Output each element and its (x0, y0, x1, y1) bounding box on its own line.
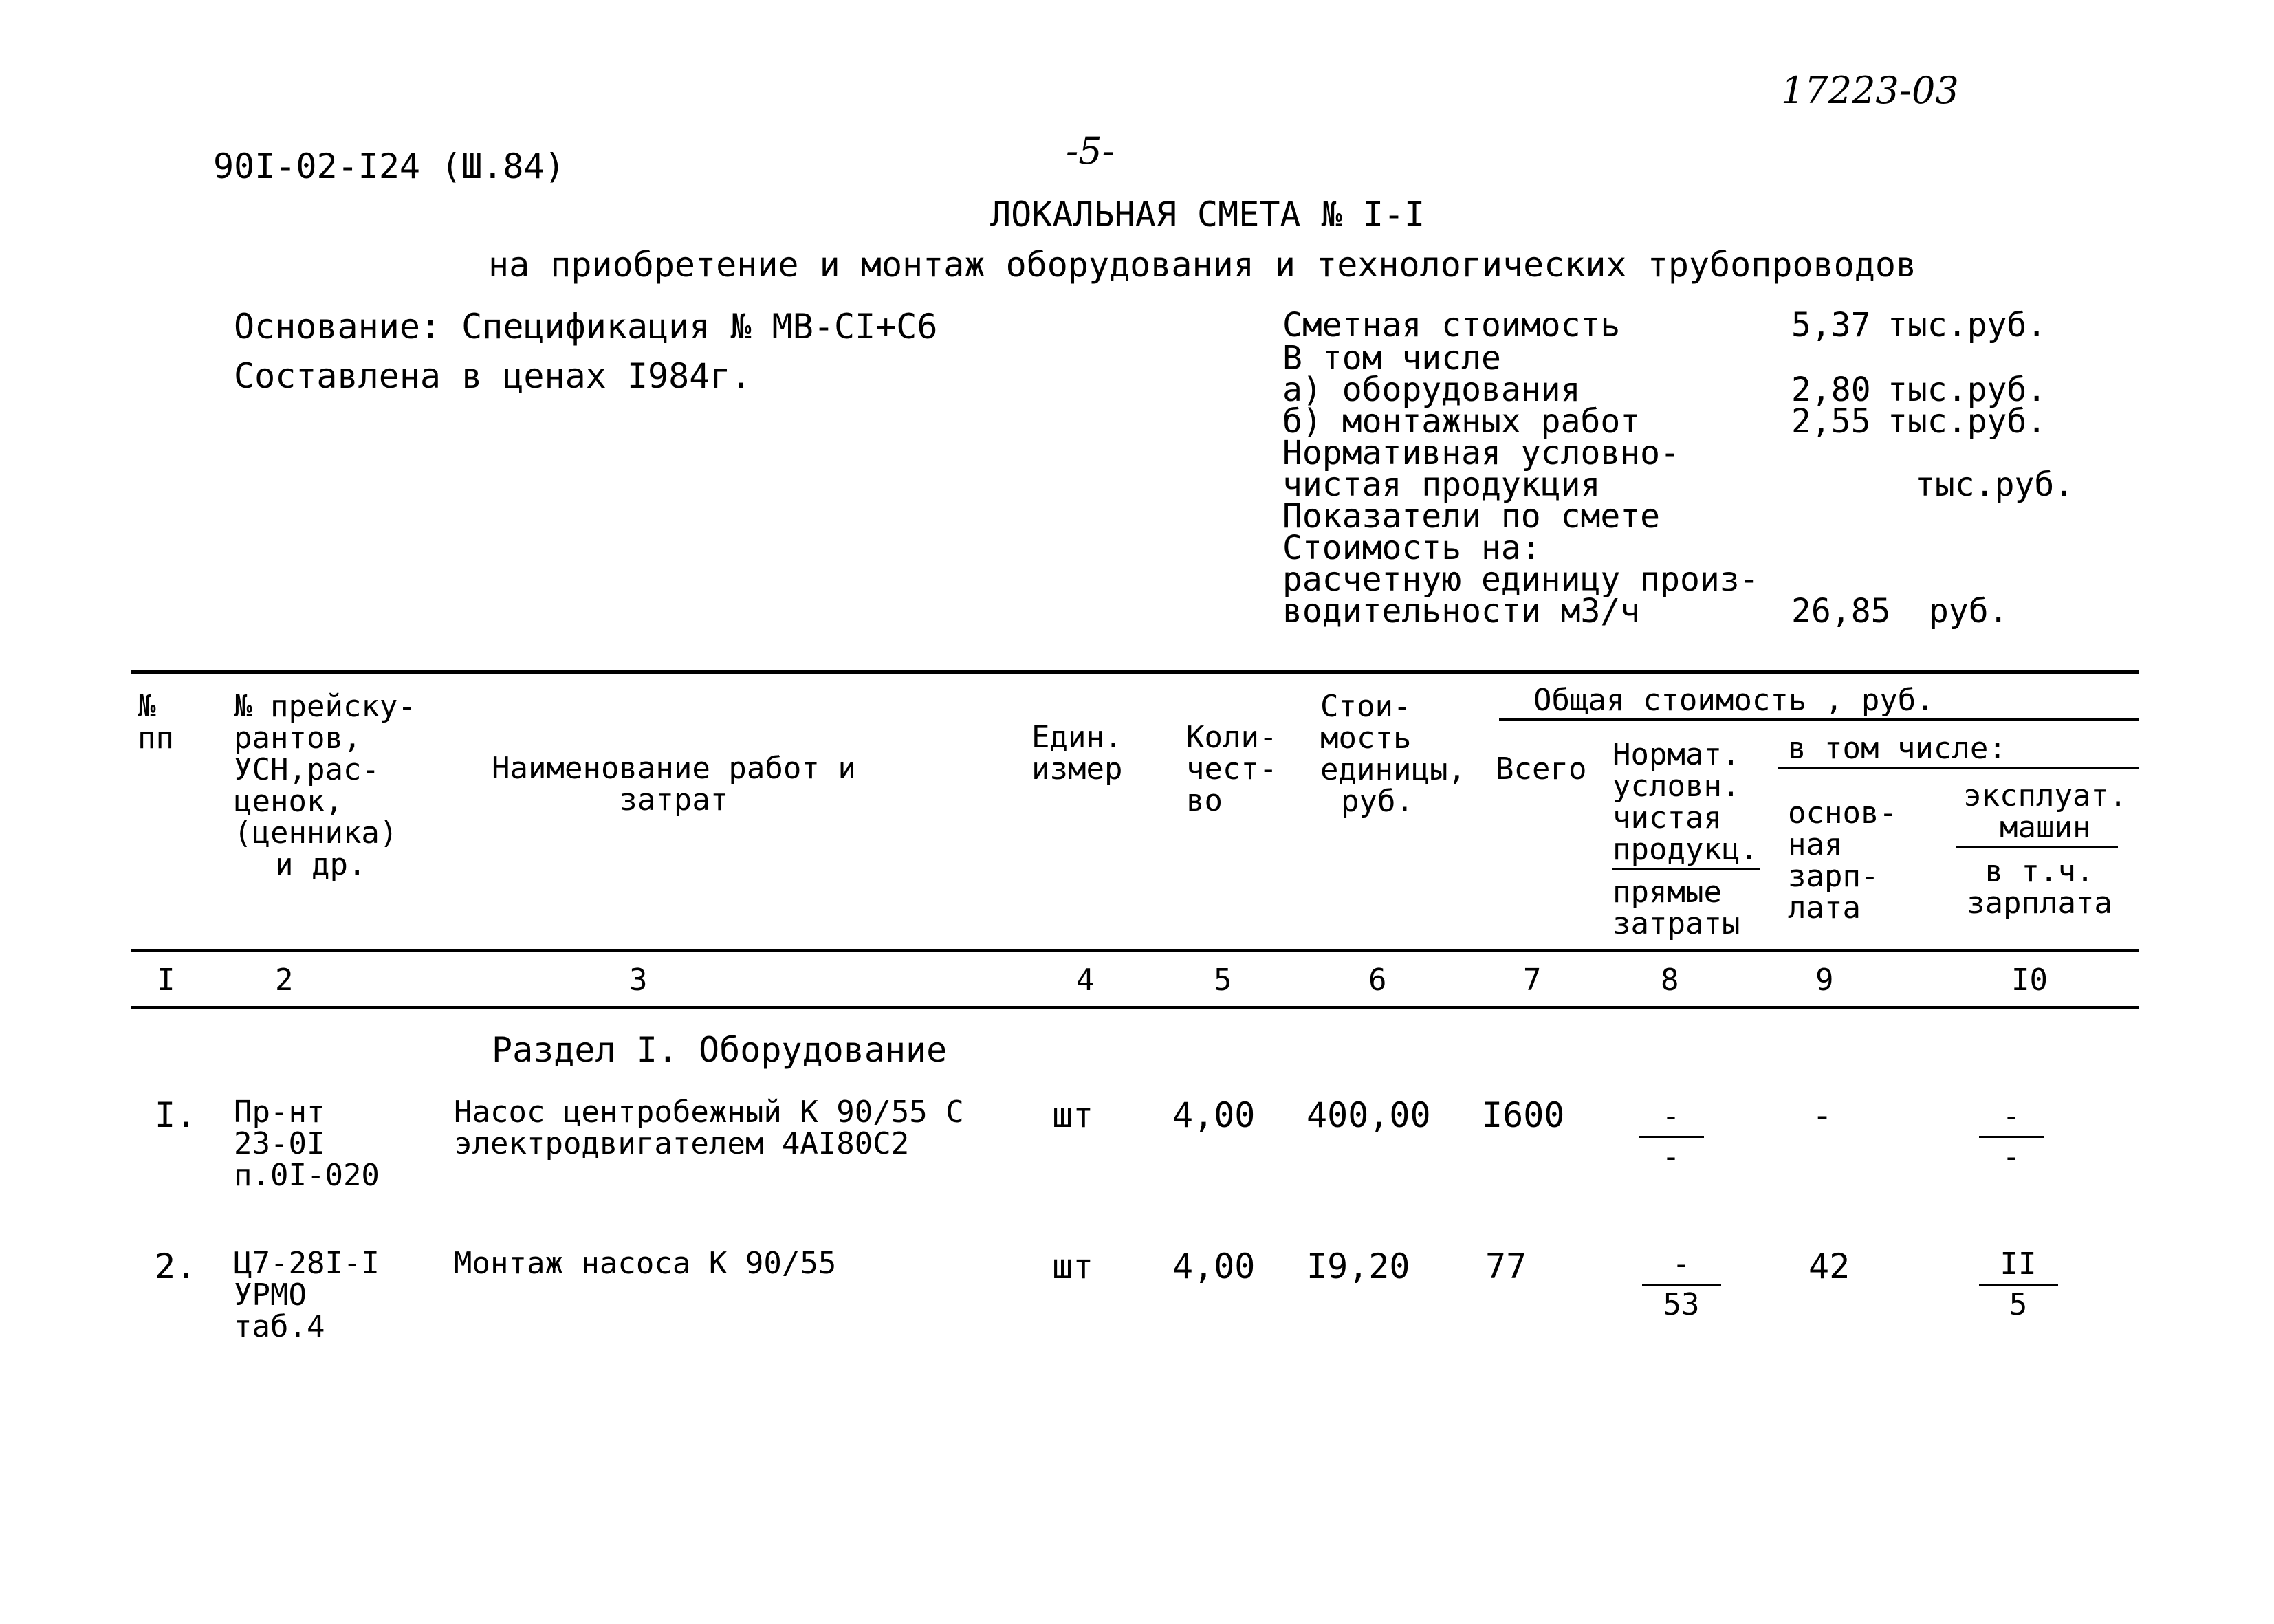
page-number: -5- (1066, 129, 1115, 173)
col-number-1: I (157, 963, 175, 998)
header-col-1: № пп (138, 689, 174, 756)
document-subtitle: на приобретение и монтаж оборудования и технологических трубопроводов (488, 245, 1917, 285)
header-col-10-bottom: в т.ч. зарплата (1967, 854, 2112, 921)
cost-line-label: Нормативная условно- (1282, 434, 1680, 472)
header-incl-group: в том числе: (1788, 731, 2007, 766)
row-1-code: Пр-нт 23-0I п.0I-020 (234, 1095, 380, 1193)
row-1-qty: 4,00 (1172, 1095, 1256, 1135)
cost-line (1282, 402, 2108, 441)
cost-line-value: 26,85 (1791, 592, 1891, 630)
row-1-unit: шт (1052, 1095, 1094, 1135)
row-2-c8: - 53 (1637, 1248, 1726, 1321)
cost-line-label: расчетную единицу произ- (1282, 560, 1760, 599)
col-number-5: 5 (1214, 963, 1232, 998)
cost-line (1282, 529, 2108, 567)
header-col-4: Един. измер (1031, 720, 1123, 787)
cost-line-label: водительности м3/ч (1282, 592, 1641, 630)
col-number-6: 6 (1368, 963, 1387, 998)
cost-line-label: Стоимость на: (1282, 529, 1541, 567)
row-1-total: I600 (1482, 1095, 1565, 1135)
project-code: 90I-02-I24 (Ш.84) (213, 146, 565, 186)
col-numbers-rule (131, 1006, 2139, 1009)
col-number-2: 2 (275, 963, 294, 998)
table-top-rule (131, 670, 2139, 674)
cost-line (1282, 465, 2108, 504)
cost-line (1282, 371, 2108, 409)
cost-line-label: а) оборудования (1282, 371, 1581, 409)
cost-line (1282, 306, 2108, 344)
cost-line-value: 2,55 (1791, 402, 1871, 441)
cost-line-unit: тыс.руб. (1888, 371, 2047, 409)
incl-group-rule (1778, 767, 2139, 769)
row-2-num: 2. (155, 1247, 197, 1286)
basis-specification: Основание: Спецификация № МВ-СI+С6 (234, 307, 938, 347)
cost-line-label: В том числе (1282, 339, 1501, 377)
header-col-8-bottom: прямые затраты (1612, 875, 1740, 941)
cost-line-value: 5,37 (1791, 306, 1871, 344)
col-number-7: 7 (1523, 963, 1542, 998)
header-col-8-top: Нормат. условн. чистая продукц. (1612, 737, 1758, 867)
row-1-name: Насос центробежный К 90/55 С электродвигателем 4АI80С2 (454, 1095, 964, 1161)
document-title: ЛОКАЛЬНАЯ СМЕТА № I-I (990, 195, 1425, 234)
cost-line-unit: тыс.руб. (1888, 306, 2047, 344)
row-2-c10: II 5 (1974, 1248, 2063, 1321)
header-col-10-top: эксплуат. машин (1963, 778, 2128, 845)
cost-line (1282, 560, 2108, 599)
cost-line (1282, 592, 2108, 630)
header-col-5: Коли- чест- во (1186, 720, 1278, 818)
row-2-price: I9,20 (1307, 1247, 1410, 1286)
cost-line (1282, 339, 2108, 377)
row-2-total: 77 (1485, 1247, 1527, 1286)
cost-line-unit: тыс.руб. (1915, 465, 2075, 504)
header-col-6: Стои- мость единицы, руб. (1320, 689, 1466, 819)
c10-split-rule (1956, 846, 2118, 848)
section-title: Раздел I. Оборудование (492, 1030, 948, 1070)
header-col-2: № прейску- рантов, УСН,рас- ценок, (ценника) и др. (234, 689, 416, 882)
col-number-4: 4 (1076, 963, 1095, 998)
total-group-rule (1499, 718, 2139, 721)
col-number-9: 9 (1815, 963, 1834, 998)
cost-line-label: б) монтажных работ (1282, 402, 1641, 441)
row-2-name: Монтаж насоса К 90/55 (454, 1246, 837, 1281)
row-2-code: Ц7-28I-I УРМО таб.4 (234, 1246, 380, 1344)
cost-line-label: Сметная стоимость (1282, 306, 1621, 344)
cost-line-label: Показатели по смете (1282, 497, 1661, 536)
row-2-unit: шт (1052, 1247, 1094, 1286)
header-col-9: основ- ная зарп- лата (1788, 795, 1897, 925)
col-number-8: 8 (1661, 963, 1679, 998)
header-col-7: Всего (1496, 751, 1587, 787)
basis-price-year: Составлена в ценах I984г. (234, 356, 752, 396)
c8-split-rule (1612, 868, 1760, 870)
row-1-c8: - - (1626, 1100, 1716, 1174)
row-1-c9: - (1812, 1095, 1833, 1135)
row-1-num: I. (155, 1095, 197, 1135)
row-1-c10: - - (1967, 1100, 2056, 1174)
cost-line (1282, 434, 2108, 472)
header-col-3: Наименование работ и затрат (492, 751, 856, 818)
cost-line-unit: руб. (1929, 592, 2009, 630)
header-bottom-rule (131, 949, 2139, 952)
cost-line-label: чистая продукция (1282, 465, 1601, 504)
header-total-group: Общая стоимость , руб. (1533, 683, 1934, 718)
col-number-3: 3 (629, 963, 648, 998)
cost-block (1282, 306, 2108, 630)
row-1-price: 400,00 (1307, 1095, 1431, 1135)
row-2-qty: 4,00 (1172, 1247, 1256, 1286)
handwritten-doc-number: 17223-03 (1781, 69, 1959, 112)
cost-line-value: 2,80 (1791, 371, 1871, 409)
col-number-10: I0 (2011, 963, 2048, 998)
cost-line (1282, 497, 2108, 536)
cost-line-unit: тыс.руб. (1888, 402, 2047, 441)
row-2-c9: 42 (1808, 1247, 1850, 1286)
